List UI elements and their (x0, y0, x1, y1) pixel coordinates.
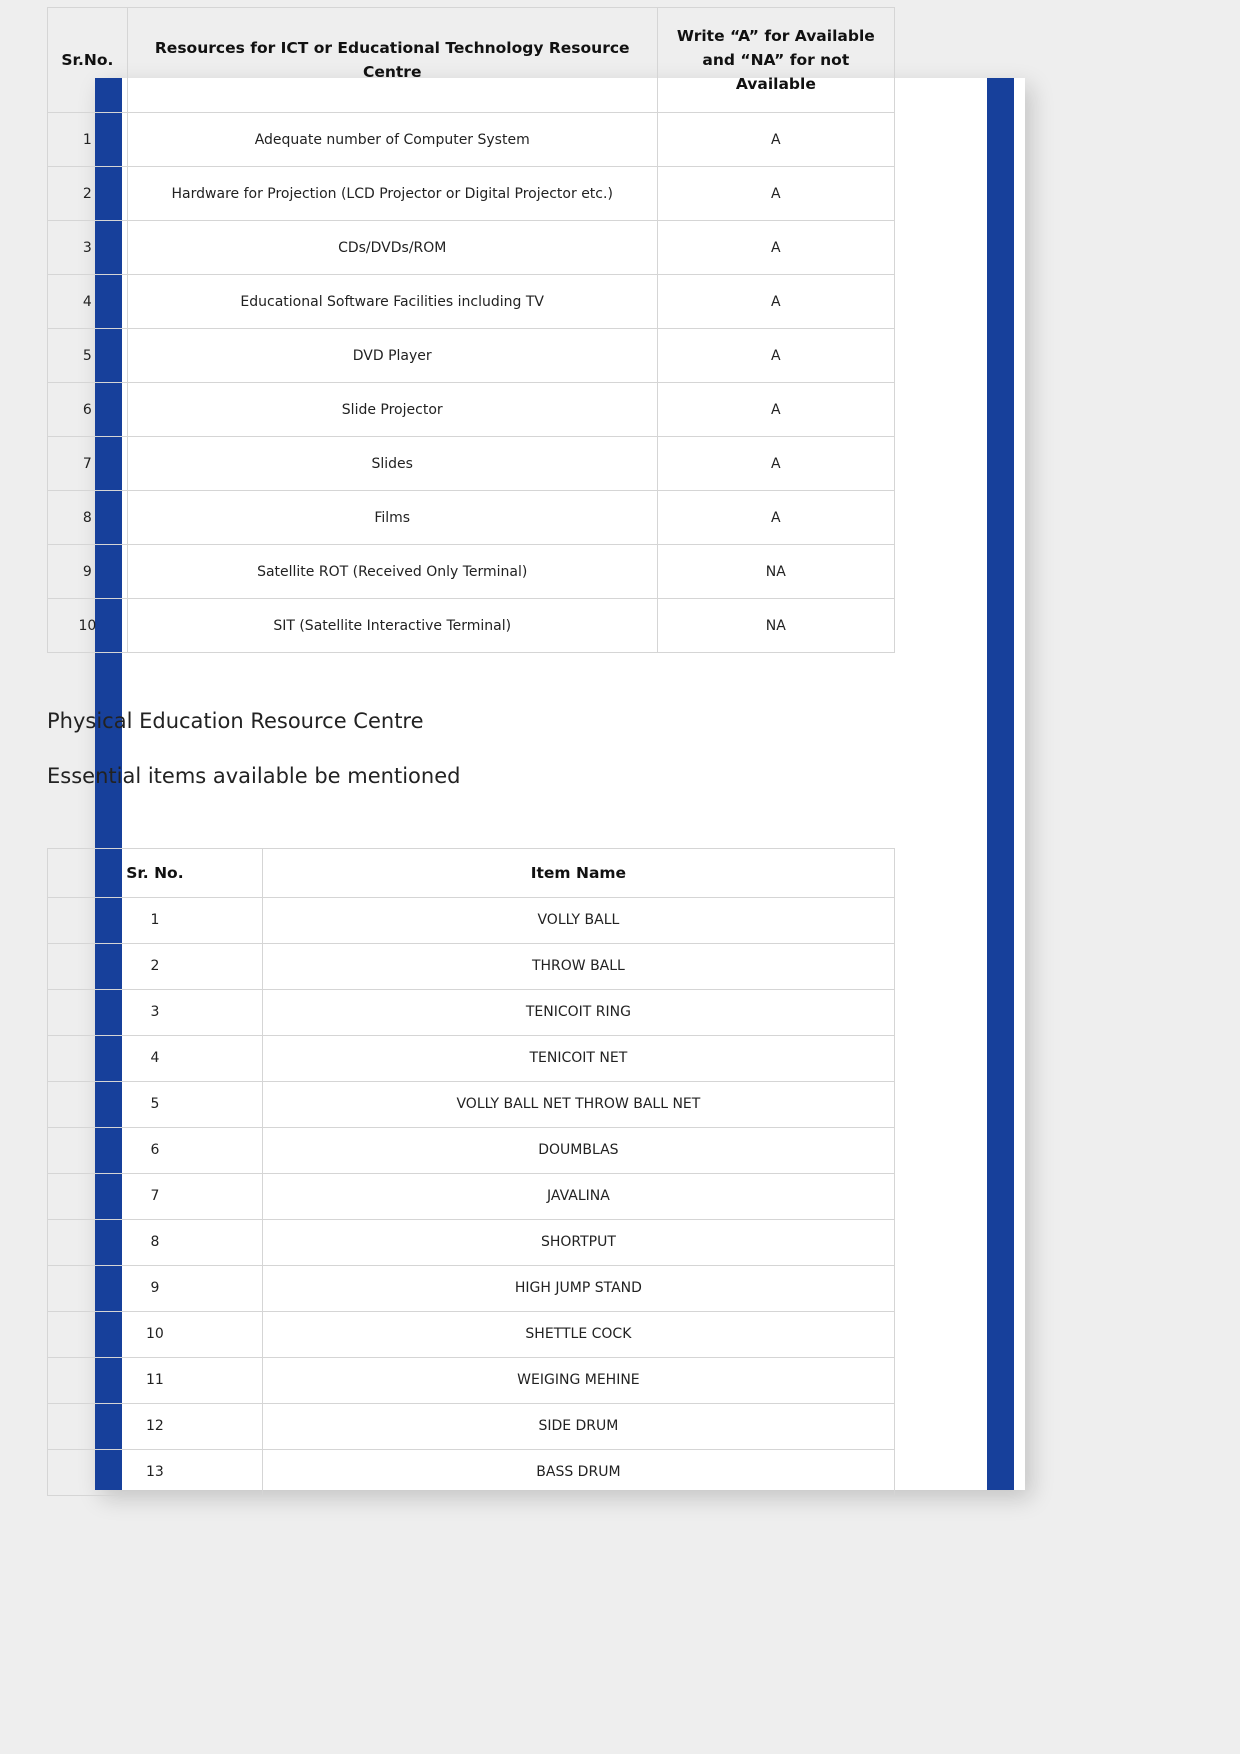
pe-cell-sr: 13 (48, 1449, 263, 1495)
pe-cell-sr: 9 (48, 1265, 263, 1311)
table-header-row (48, 848, 895, 897)
pe-cell-sr: 3 (48, 989, 263, 1035)
pe-cell-item: SIDE DRUM (262, 1403, 894, 1449)
ict-cell-resource: Adequate number of Computer System (127, 113, 657, 167)
pe-header-item: Item Name (262, 848, 894, 897)
table-row (48, 1127, 895, 1173)
table-row (48, 491, 895, 545)
ict-cell-resource: SIT (Satellite Interactive Terminal) (127, 599, 657, 653)
table-row (48, 1449, 895, 1495)
table-row (48, 1265, 895, 1311)
pe-cell-sr: 1 (48, 897, 263, 943)
ict-cell-availability: A (657, 167, 894, 221)
ict-cell-availability: A (657, 437, 894, 491)
table-row (48, 113, 895, 167)
ict-cell-availability: NA (657, 545, 894, 599)
table-row (48, 599, 895, 653)
ict-cell-sr: 4 (48, 275, 128, 329)
page-content (47, 0, 895, 1481)
ict-cell-resource: Satellite ROT (Received Only Terminal) (127, 545, 657, 599)
ict-cell-sr: 5 (48, 329, 128, 383)
pe-cell-sr: 6 (48, 1127, 263, 1173)
table-row (48, 167, 895, 221)
table-row (48, 1357, 895, 1403)
ict-cell-availability: A (657, 383, 894, 437)
ict-cell-availability: NA (657, 599, 894, 653)
ict-cell-availability: A (657, 491, 894, 545)
table-row (48, 943, 895, 989)
ict-cell-availability: A (657, 221, 894, 275)
pe-cell-item: WEIGING MEHINE (262, 1357, 894, 1403)
pe-cell-item: TENICOIT RING (262, 989, 894, 1035)
pe-cell-item: DOUMBLAS (262, 1127, 894, 1173)
table-row (48, 545, 895, 599)
pe-cell-sr: 12 (48, 1403, 263, 1449)
ict-cell-availability: A (657, 275, 894, 329)
pe-cell-item: JAVALINA (262, 1173, 894, 1219)
ict-resources-table (47, 7, 895, 653)
ict-cell-sr: 6 (48, 383, 128, 437)
ict-cell-sr: 3 (48, 221, 128, 275)
ict-cell-resource: Slides (127, 437, 657, 491)
ict-cell-sr: 1 (48, 113, 128, 167)
pe-cell-item: TENICOIT NET (262, 1035, 894, 1081)
ict-cell-availability: A (657, 329, 894, 383)
physical-education-items-table (47, 848, 895, 1496)
pe-cell-item: THROW BALL (262, 943, 894, 989)
table-row (48, 1311, 895, 1357)
ict-header-sr: Sr.No. (48, 8, 128, 113)
table-row (48, 1081, 895, 1127)
pe-cell-item: HIGH JUMP STAND (262, 1265, 894, 1311)
pe-cell-sr: 4 (48, 1035, 263, 1081)
pe-cell-item: SHORTPUT (262, 1219, 894, 1265)
table-row (48, 329, 895, 383)
pe-cell-sr: 7 (48, 1173, 263, 1219)
ict-cell-resource: Hardware for Projection (LCD Projector or Digital Projector etc.) (127, 167, 657, 221)
table-row (48, 1403, 895, 1449)
pe-cell-sr: 11 (48, 1357, 263, 1403)
table-row (48, 989, 895, 1035)
ict-header-availability: Write “A” for Available and “NA” for not Available (657, 8, 894, 113)
ict-cell-resource: DVD Player (127, 329, 657, 383)
ict-cell-sr: 7 (48, 437, 128, 491)
ict-cell-sr: 10 (48, 599, 128, 653)
table-row (48, 1035, 895, 1081)
table-row (48, 1173, 895, 1219)
table-row (48, 897, 895, 943)
pe-cell-sr: 2 (48, 943, 263, 989)
table-row (48, 275, 895, 329)
ict-cell-sr: 8 (48, 491, 128, 545)
ict-cell-availability: A (657, 113, 894, 167)
table-header-row (48, 8, 895, 113)
ict-cell-resource: CDs/DVDs/ROM (127, 221, 657, 275)
pe-cell-item: BASS DRUM (262, 1449, 894, 1495)
page-accent-bar-right (987, 78, 1014, 1490)
section-subtitle-essential-items: Essential items available be mentioned (47, 764, 461, 789)
pe-cell-sr: 10 (48, 1311, 263, 1357)
ict-header-resource: Resources for ICT or Educational Technology Resource Centre (127, 8, 657, 113)
ict-cell-resource: Educational Software Facilities including TV (127, 275, 657, 329)
pe-table-wrapper (47, 848, 895, 1496)
table-row (48, 383, 895, 437)
ict-cell-resource: Films (127, 491, 657, 545)
ict-cell-sr: 2 (48, 167, 128, 221)
pe-cell-sr: 8 (48, 1219, 263, 1265)
pe-cell-sr: 5 (48, 1081, 263, 1127)
pe-cell-item: VOLLY BALL (262, 897, 894, 943)
pe-cell-item: VOLLY BALL NET THROW BALL NET (262, 1081, 894, 1127)
table-row (48, 1219, 895, 1265)
ict-cell-sr: 9 (48, 545, 128, 599)
section-title-physical-education: Physical Education Resource Centre (47, 709, 424, 734)
pe-cell-item: SHETTLE COCK (262, 1311, 894, 1357)
table-row (48, 437, 895, 491)
pe-header-sr: Sr. No. (48, 848, 263, 897)
ict-cell-resource: Slide Projector (127, 383, 657, 437)
table-row (48, 221, 895, 275)
